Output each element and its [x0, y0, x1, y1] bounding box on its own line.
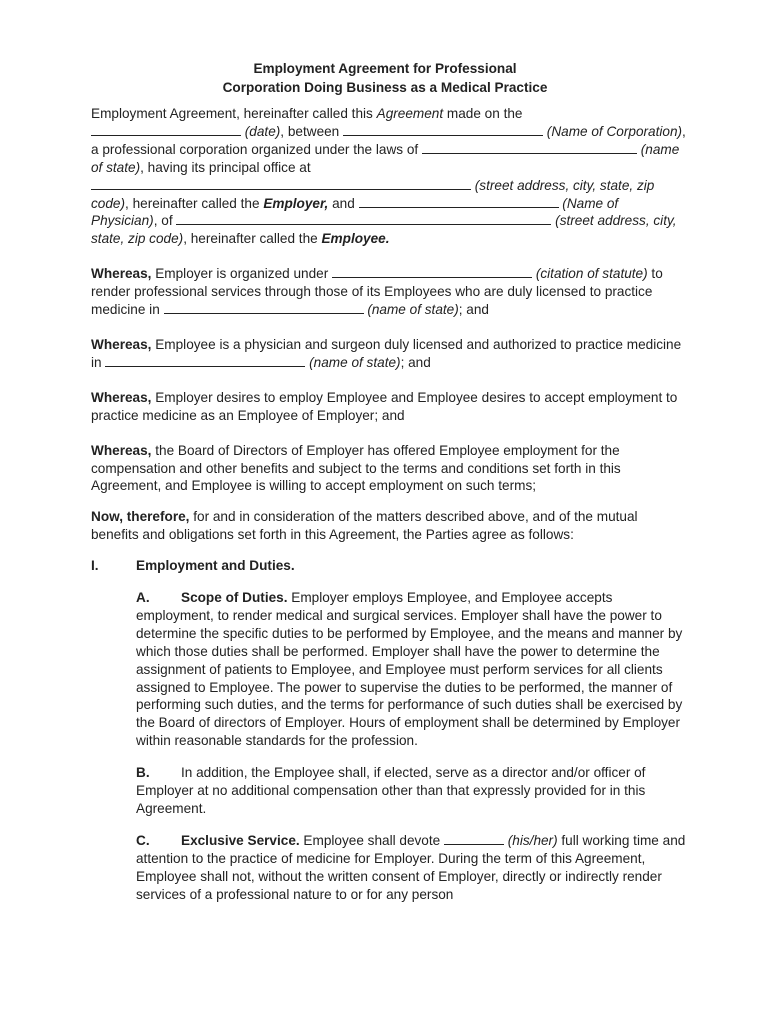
whereas-lead: Whereas, — [91, 266, 152, 282]
date-blank[interactable] — [91, 123, 241, 136]
subsection-a — [136, 589, 686, 750]
whereas-text: to render professional services through those of its Employees who are duly licensed to practice medicine in — [91, 266, 663, 318]
whereas-text: Employee is a physician and surgeon duly licensed and authorized to practice medicine in — [91, 336, 682, 370]
whereas-text: ; and — [400, 354, 431, 370]
subsection-c — [136, 832, 686, 904]
whereas-text: Employer desires to employ Employee and Employee desires to accept employment to practice medicine as an Employee of Employer; and — [91, 389, 678, 423]
practice-state-hint: (name of state) — [305, 354, 401, 370]
subsection-text: Employee shall devote — [299, 832, 444, 848]
now-therefore-lead: Now, therefore, — [91, 509, 190, 525]
whereas-lead: Whereas, — [91, 336, 152, 352]
office-address-blank[interactable] — [91, 177, 471, 190]
subsection-label: B. — [136, 765, 150, 781]
corporation-name-blank[interactable] — [343, 123, 543, 136]
intro-text: made on the — [443, 106, 523, 121]
document-title — [0, 59, 770, 97]
section-heading — [91, 557, 686, 575]
pronoun-hint: (his/her) — [503, 832, 558, 848]
employee-term: Employee. — [321, 231, 390, 247]
whereas-text: the Board of Directors of Employer has offered Employee employment for the compensation and other benefits and subject to the terms and conditions set forth in this Agreement, and Employee is willing to accept employment on such terms; — [91, 442, 621, 494]
intro-text: , having its principal office at — [140, 159, 311, 175]
section-title: Employment and Duties. — [136, 558, 295, 574]
subsection-label: C. — [136, 832, 150, 848]
section-number: I. — [91, 558, 99, 574]
statute-citation-hint: (citation of statute) — [532, 266, 648, 282]
intro-text: , between — [280, 123, 344, 139]
subsection-text: full working time and attention to the practice of medicine for Employer. During the term of this Agreement, Employee shall not, without the written consent of Employer, directly or indirectly render services of a professional nature to or for any person — [136, 832, 686, 902]
whereas-paragraph-1 — [91, 265, 686, 319]
whereas-paragraph-4 — [91, 442, 686, 496]
whereas-paragraph-2 — [91, 336, 686, 372]
license-state-blank[interactable] — [164, 301, 364, 314]
date-hint: (date) — [241, 123, 281, 139]
intro-text: and — [328, 195, 359, 211]
state-hint: (name of state) — [91, 141, 680, 175]
subsection-heading: Scope of Duties. — [181, 590, 288, 606]
whereas-lead: Whereas, — [91, 389, 152, 405]
now-therefore-text: for and in consideration of the matters described above, and of the mutual benefits and obligations set forth in this Agreement, the Parties agree as follows: — [91, 509, 638, 543]
practice-state-blank[interactable] — [105, 354, 305, 367]
title-line-2: Corporation Doing Business as a Medical Practice — [222, 80, 548, 95]
intro-text: , a professional corporation organized under the laws of — [91, 123, 686, 157]
document-body — [91, 105, 686, 918]
state-blank[interactable] — [422, 141, 637, 154]
intro-text: Employment Agreement, hereinafter called this — [91, 106, 377, 121]
statute-citation-blank[interactable] — [332, 265, 532, 278]
intro-text: , of — [153, 213, 177, 229]
subsection-heading: Exclusive Service. — [181, 832, 300, 848]
intro-text: , hereinafter called the — [183, 231, 322, 247]
title-line-1: Employment Agreement for Professional — [253, 61, 517, 76]
employer-term: Employer, — [263, 195, 329, 211]
license-state-hint: (name of state) — [363, 302, 459, 318]
intro-agreement-term: Agreement — [376, 106, 444, 121]
now-therefore-paragraph — [91, 508, 686, 544]
physician-name-hint: (Name of Physician) — [91, 195, 619, 229]
physician-address-blank[interactable] — [176, 212, 551, 225]
subsection-text: In addition, the Employee shall, if elected, serve as a director and/or officer of Employer at no additional compensation other than that expressly provided for in this Agreement. — [136, 765, 646, 816]
physician-address-hint: (street address, city, state, zip code) — [91, 213, 677, 247]
subsection-text: Employer employs Employee, and Employee accepts employment, to render medical and surgical services. Employer shall have the power to determine the specific duties to be performed by Employee, and the means and manner by which those duties shall be performed. Employer shall have the power to determine the assignment of patients to Employee, and Employee must perform services for all clients assigned to Employee. The power to supervise the duties to be performed, the manner of performing such duties, and the terms for performance of such duties shall be exercised by the Board of directors of Employer. Hours of employment shall be determined by Employer within reasonable standards for the profession. — [136, 590, 683, 749]
corporation-name-hint: (Name of Corporation) — [543, 123, 683, 139]
intro-text: , hereinafter called the — [125, 195, 264, 211]
office-address-hint: (street address, city, state, zip code) — [91, 177, 655, 211]
whereas-lead: Whereas, — [91, 442, 152, 458]
subsection-label: A. — [136, 590, 150, 606]
subsection-b — [136, 764, 686, 818]
pronoun-blank[interactable] — [444, 832, 504, 845]
whereas-text: Employer is organized under — [151, 266, 333, 282]
whereas-paragraph-3 — [91, 389, 686, 425]
physician-name-blank[interactable] — [359, 195, 559, 208]
whereas-text: ; and — [458, 302, 489, 318]
intro-paragraph — [91, 105, 686, 248]
